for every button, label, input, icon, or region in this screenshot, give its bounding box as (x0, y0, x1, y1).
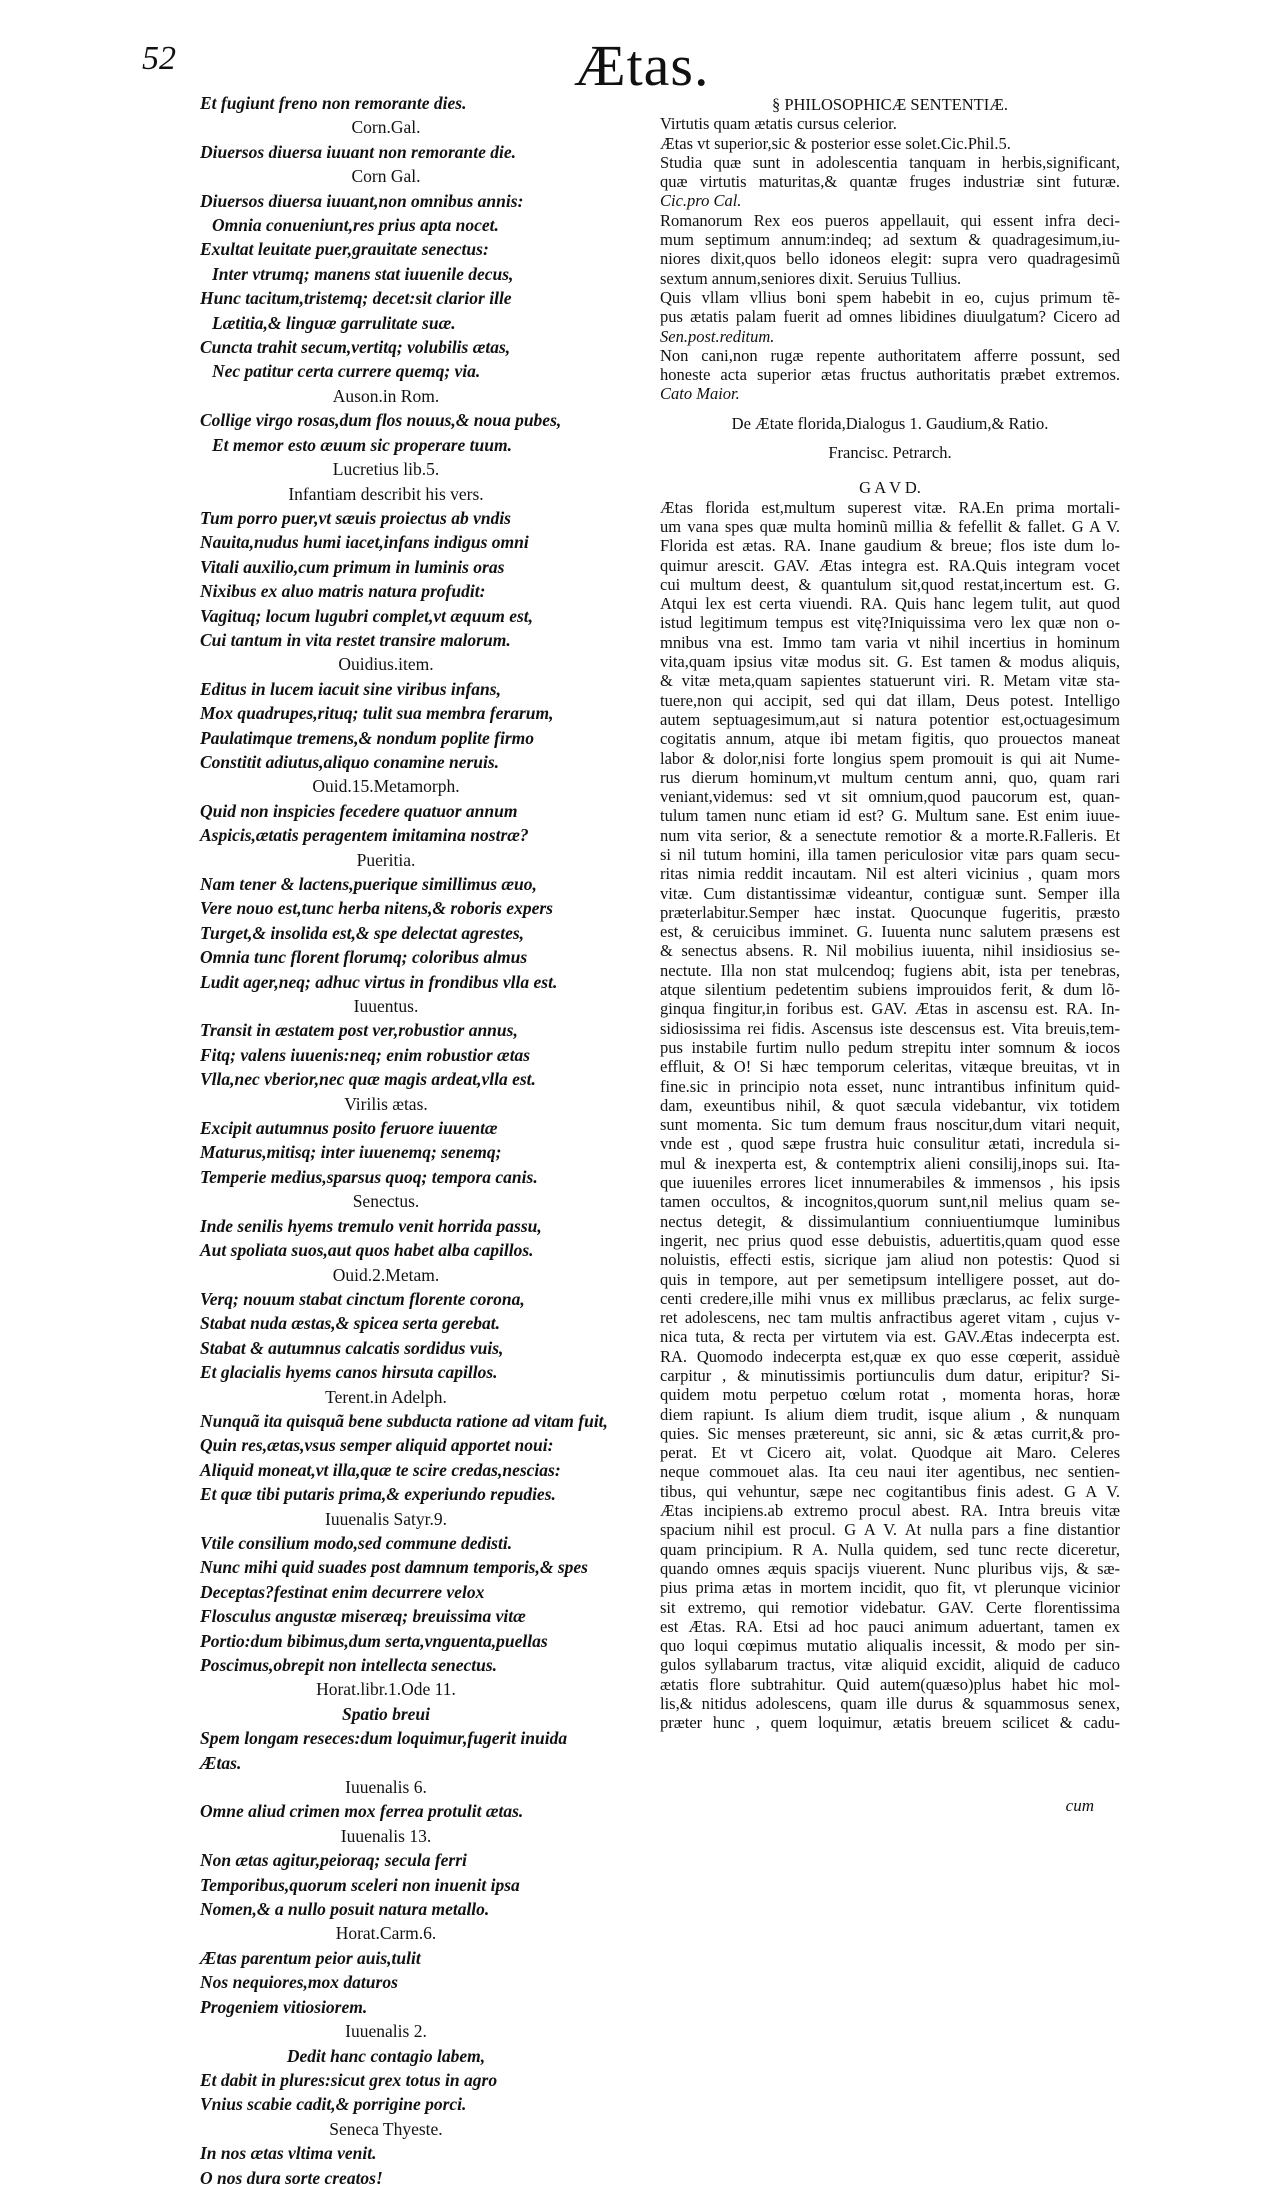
verse-line: Quin res,ætas,vsus semper aliquid apportet noui: (200, 1435, 554, 1456)
verse-line: Excipit autumnus posito feruore iuuentæ (200, 1118, 498, 1139)
text-line: nectute. Illa non stat mulcendoq; fugiens abit, ista per tenebras, (660, 960, 1120, 980)
verse-line: Ætas. (200, 1752, 242, 1773)
verse-line: Aspicis,ætatis peragentem imitamina nostræ? (200, 825, 529, 846)
text-line: ætatis flore subtrahitur. Quid autem(quæso)plus habet hic mol- (660, 1674, 1120, 1694)
text-line: Francisc. Petrarch. (828, 443, 952, 463)
page-number: 52 (142, 40, 176, 77)
verse-line: Virilis ætas. (344, 1093, 428, 1114)
text-line: Ætas vt superior,sic & posterior esse solet.Cic.Phil.5. (660, 133, 1011, 153)
text-line: mum septimum annum:indeq; ad sextum & quadragesimum,iu- (660, 230, 1120, 250)
text-line: nectus detegit, & dissimulantium conniuentiumque luminibus (660, 1211, 1120, 1231)
text-line: sidiosissima rei fidis. Ascensus iste descensus est. Vita breuis,tem- (660, 1018, 1120, 1038)
text-line: diem rapiunt. Is alium diem trudit, isque alium , & nunquam (660, 1404, 1120, 1424)
text-line: vitæ. Cum distantissimæ videantur, contiguæ sunt. Semper illa (660, 883, 1120, 903)
verse-line: Aut spoliata suos,aut quos habet alba capillos. (200, 1240, 534, 1261)
verse-line: Omnia conueniunt,res prius apta nocet. (212, 215, 499, 236)
text-line: pius prima ætas in mortem incidit, quo fit, vt plerunque vicinior (660, 1578, 1120, 1598)
text-line: ritas nimia reddit incautam. Nil est alteri vicinius , quam mors (660, 864, 1120, 884)
text-line: præterlabitur.Semper hæc instat. Quocunque fugeritis, præsto (660, 902, 1120, 922)
verse-line: Nunquã ita quisquã bene subducta ratione ad vitam fuit, (200, 1410, 608, 1431)
verse-line: Aliquid moneat,vt illa,quæ te scire credas,nescias: (200, 1459, 561, 1480)
verse-line: Nomen,& a nullo posuit natura metallo. (200, 1899, 490, 1920)
verse-line: Fitq; valens iuuenis:neq; enim robustior ætas (200, 1044, 531, 1065)
verse-line: Maturus,mitisq; inter iuuenemq; senemq; (200, 1142, 502, 1163)
text-line: honeste acta superior ætas fructus authoritatis præbet extremos. (660, 365, 1120, 385)
verse-line: Flosculus angustæ miseræq; breuissima vitæ (200, 1606, 526, 1627)
verse-line: Nauita,nudus humi iacet,infans indigus omni (200, 532, 529, 553)
text-line: ginqua fingitur,in foribus est. GAV. Ætas in ascensu est. RA. In- (660, 999, 1120, 1019)
text-line: Quis vllam vllius boni spem habebit in eo, cujus primum tẽ- (660, 287, 1120, 307)
text-line: est Ætas. RA. Etsi ad hoc pauci animum aduertant, tamen ex (660, 1616, 1120, 1636)
verse-line: Ouidius.item. (338, 654, 434, 675)
text-line: Non cani,non rugæ repente authoritatem afferre possunt, sed (660, 345, 1120, 365)
verse-line: Editus in lucem iacuit sine viribus infans, (200, 678, 501, 699)
text-line: ret adolescens, nec tam multis anfractibus ageret vitam , cujus v- (660, 1308, 1120, 1328)
verse-line: Et fugiunt freno non remorante dies. (200, 93, 467, 113)
verse-line: Hunc tacitum,tristemq; decet:sit clarior ille (200, 288, 512, 309)
verse-line: Turget,& insolida est,& spe delectat agrestes, (200, 922, 525, 943)
verse-line: Nam tener & lactens,puerique simillimus æuo, (200, 874, 537, 894)
text-line: Florida est ætas. RA. Inane gaudium & breue; flos iste dum lo- (660, 536, 1120, 556)
verse-line: Transit in æstatem post ver,robustior annus, (200, 1020, 518, 1041)
text-line: De Ætate florida,Dialogus 1. Gaudium,& Ratio. (731, 413, 1049, 433)
verse-line: Vere nouo est,tunc herba nitens,& roboris expers (200, 898, 553, 919)
text-line: RA. Quomodo indecerpta est,quæ ex quo esse cœperit, assiduè (660, 1346, 1120, 1366)
text-line: que iuueniles errores licet innumerabiles & immensos , his ipsis (660, 1173, 1120, 1193)
verse-line: Temperie medius,sparsus quoq; tempora canis. (200, 1166, 538, 1187)
text-line: gulos syllabarum tractus, vitæ aliquid excidit, aliquid de caduco (660, 1655, 1120, 1675)
verse-line: Inde senilis hyems tremulo venit horrida passu, (200, 1215, 542, 1236)
text-line: & senectus absens. R. Nil mobilius iuuenta, nihil insidiosius se- (660, 941, 1120, 961)
text-line: tulum tamen nunc etiam id est? G. Multum sane. Est enim iuue- (660, 806, 1120, 826)
verse-line: Vnius scabie cadit,& porrigine porci. (200, 2094, 467, 2115)
text-line: sit extremo, qui remotior videbatur. GAV. Certe florentissima (660, 1597, 1120, 1617)
verse-line: Et memor esto æuum sic properare tuum. (212, 434, 512, 455)
text-line: quies. Sic menses prætereunt, sic anni, sic & ætas currit,& pro- (660, 1423, 1120, 1443)
verse-line: Et quæ tibi putaris prima,& experiundo repudies. (200, 1484, 556, 1505)
text-line: pus ætatis palam fuerit ad omnes libidines diuulgatum? Cicero ad (660, 307, 1120, 327)
verse-line: Nixibus ex aluo matris natura profudit: (200, 581, 486, 602)
running-head: Ætas. (574, 33, 710, 98)
verse-line: Stabat & autumnus calcatis sordidus vuis, (200, 1337, 504, 1358)
verse-line: Omne aliud crimen mox ferrea protulit ætas. (200, 1801, 524, 1822)
text-line: § PHILOSOPHICÆ SENTENTIÆ. (771, 95, 1009, 114)
text-line: carpitur , & minutissimis portiunculis dum datur, eripitur? Si- (660, 1366, 1120, 1385)
verse-line: Cui tantum in vita restet transire malorum. (200, 629, 511, 650)
verse-line: Pueritia. (356, 849, 416, 870)
verse-line: Paulatimque tremens,& nondum poplite firmo (200, 727, 534, 748)
verse-line: Diuersos diuersa iuuant,non omnibus annis: (200, 190, 524, 211)
text-line: neque commouet alas. Ita ceu naui iter agentibus, nec sentien- (660, 1462, 1120, 1482)
text-line: noluistis, effecti estis, sicrique jam aliud non potestis: Quod si (660, 1250, 1120, 1270)
verse-line: In nos ætas vltima venit. (200, 2143, 377, 2164)
text-line: & vitæ meta,quam sapientes statuerunt viri. R. Metam vitæ sta- (660, 671, 1120, 691)
text-line: lis,& nitidus adolescens, quam ille durus & squammosus senex, (660, 1694, 1120, 1714)
verse-line: Ætas parentum peior auis,tulit (200, 1947, 421, 1968)
text-line: Ætas florida est,multum superest vitæ. RA.En prima mortali- (660, 497, 1120, 517)
text-line: tamen occultos, & incognitos,quorum sunt,nil melius quam se- (660, 1192, 1120, 1212)
text-line: effluit, & O! Si hæc temporum celeritas, vitæque breuitas, vt in (660, 1057, 1120, 1077)
text-line: perat. Et vt Cicero ait, volat. Quodque ait Maro. Celeres (660, 1443, 1120, 1463)
verse-line: Terent.in Adelph. (325, 1386, 447, 1407)
verse-line: Vitali auxilio,cum primum in luminis oras (200, 556, 505, 577)
catchword: cum (1065, 1796, 1094, 1815)
text-line: atque silentium pedetentim subiens improuidos ferit, & dum lõ- (660, 980, 1120, 1000)
right-column-prose (660, 95, 1120, 1733)
text-line: quam principium. R A. Nulla quidem, sed tunc recte diceretur, (660, 1539, 1120, 1559)
text-line: quando omnes æquis spacijs viuerent. Nunc pluribus vijs, & sæ- (660, 1558, 1120, 1578)
text-line: est, & ceruicibus imminet. G. Iuuenta nunc salutem præsens est (660, 922, 1120, 942)
verse-line: Ouid.2.Metam. (332, 1264, 440, 1285)
text-line: Cic.pro Cal. (660, 191, 742, 211)
text-line: rus dierum hominum,vt multum centum anni, quo, quam rari (660, 767, 1120, 787)
verse-line: Spem longam reseces:dum loquimur,fugerit inuida (200, 1728, 568, 1749)
verse-line: Non ætas agitur,peioraq; secula ferri (200, 1850, 467, 1871)
verse-line: Senectus. (352, 1191, 420, 1212)
text-line: cui multum deest, & quantulum sit,quod restat,incertum est. G. (660, 574, 1120, 594)
verse-line: Verq; nouum stabat cinctum florente corona, (200, 1288, 525, 1309)
text-line: istud legitimum tempus est vitę?Iniquissima vero lex quæ non o- (660, 613, 1120, 633)
verse-line: Cuncta trahit secum,vertitq; volubilis ætas, (200, 337, 511, 358)
text-line: mnibus vna est. Immo tam varia vt nihil incertius in hominum (660, 632, 1120, 652)
text-line: quo loqui cœpimus mutatio aliqualis incessit, & modo per sin- (660, 1636, 1120, 1656)
verse-line: Iuuentus. (353, 996, 419, 1017)
text-line: veniant,videmus: sed vt sit omnium,quod paucorum est, quan- (660, 787, 1120, 807)
text-line: Sen.post.reditum. (660, 326, 775, 346)
text-line: niores dixit,quos bello idoneos elegit: supra vero quadragesimũ (660, 249, 1120, 269)
text-line: Ætas incipiens.ab extremo procul abest. RA. Intra breuis vitæ (660, 1501, 1120, 1521)
verse-line: Poscimus,obrepit non intellecta senectus. (200, 1655, 498, 1675)
verse-line: Deceptas?festinat enim decurrere velox (200, 1581, 485, 1602)
text-line: Cato Maior. (660, 384, 740, 404)
verse-line: Nunc mihi quid suades post damnum temporis,& spes (200, 1557, 588, 1578)
verse-line: Iuuenalis Satyr.9. (325, 1508, 447, 1529)
text-line: quimur arescit. GAV. Ætas integra est. RA.Quis integram vocet (660, 555, 1120, 575)
verse-line: Ludit ager,neq; adhuc virtus in frondibus vlla est. (200, 971, 558, 992)
verse-line: Lætitia,& linguæ garrulitate suæ. (212, 312, 456, 333)
text-line: um vana spes quæ multa hominũ millia & fefellit & fallet. G A V. (660, 516, 1120, 536)
verse-line: Quid non inspicies fecedere quatuor annum (200, 800, 518, 821)
text-line: G A V D. (859, 478, 921, 498)
text-line: sextum annum,seniores dixit. Seruius Tullius. (660, 268, 962, 288)
text-line: centi credere,ille mihi vnus ex millibus præclarus, ac felix surge- (660, 1288, 1120, 1308)
verse-line: Dedit hanc contagio labem, (286, 2045, 486, 2066)
text-line: tuere,non qui accipit, sed qui dat illam, Deus potest. Intelligo (660, 690, 1120, 710)
text-line: num vita serior, & a senectute remotior & a morte.R.Falleris. Et (660, 825, 1120, 845)
verse-line: Ouid.15.Metamorph. (312, 776, 460, 797)
verse-line: Iuuenalis 2. (345, 2021, 427, 2042)
text-line: Atqui lex est certa viuendi. RA. Quis hanc legem tulit, aut quod (660, 594, 1120, 614)
verse-line: Corn.Gal. (351, 117, 421, 138)
text-line: sunt momenta. Sic tum demum fraus noscitur,dum vitari nequit, (660, 1115, 1120, 1135)
text-line: quæ virtutis maturitas,& quantæ fruges industriæ sint futuræ. (660, 172, 1120, 192)
left-column-verses (200, 91, 612, 2190)
verse-line: Auson.in Rom. (332, 385, 440, 406)
verse-line: O nos dura sorte creatos! (200, 2167, 383, 2188)
text-line: ingerit, nec prius quod esse debuistis, aduertitis,quam quod esse (660, 1230, 1120, 1250)
text-line: dam, exeuntibus nihil, & quot sæcula videbantur, vix totidem (660, 1095, 1120, 1115)
verse-line: Tum porro puer,vt sæuis proiectus ab vndis (200, 507, 511, 528)
verse-line: Vtile consilium modo,sed commune dedisti. (200, 1532, 513, 1553)
text-line: Virtutis quam ætatis cursus celerior. (660, 114, 897, 134)
verse-line: Collige virgo rosas,dum flos nouus,& noua pubes, (200, 410, 562, 431)
verse-line: Spatio breui (341, 1703, 430, 1724)
verse-line: Progeniem vitiosiorem. (200, 1996, 368, 2017)
verse-line: Et glacialis hyems canos hirsuta capillos. (200, 1362, 498, 1383)
verse-line: Omnia tunc florent florumq; coloribus almus (200, 947, 528, 968)
text-line: spacium nihil est procul. G A V. At nulla pars a fine distantior (660, 1520, 1120, 1540)
verse-line: Lucretius lib.5. (332, 459, 440, 480)
text-line: Romanorum Rex eos pueros appellauit, qui essent infra deci- (660, 210, 1120, 230)
verse-line: Inter vtrumq; manens stat iuuenile decus, (212, 263, 514, 284)
verse-line: Horat.libr.1.Ode 11. (316, 1679, 456, 1700)
verse-line: Exultat leuitate puer,grauitate senectus: (200, 239, 489, 260)
verse-line: Vagituq; locum lugubri complet,vt æquum est, (200, 605, 534, 626)
verse-line: Mox quadrupes,rituq; tulit sua membra ferarum, (200, 703, 554, 724)
text-line: autem septuagesimum,aut si natura potentior est,octuagesimum (660, 709, 1120, 729)
text-line: labor & dolor,nisi forte longius spem promouit is qui ait Nume- (660, 748, 1120, 768)
verse-line: Infantiam describit his vers. (288, 483, 484, 504)
verse-line: Seneca Thyeste. (329, 2118, 443, 2139)
verse-line: Temporibus,quorum sceleri non inuenit ipsa (200, 1874, 520, 1895)
verse-line: Nos nequiores,mox daturos (200, 1972, 398, 1993)
verse-line: Horat.Carm.6. (335, 1923, 437, 1944)
verse-line: Constitit adiutus,aliquo conamine neruis. (200, 751, 500, 772)
verse-line: Portio:dum bibimus,dum serta,vnguenta,puellas (200, 1630, 548, 1651)
text-line: vnde est , quod sæpe frustra huic consulitur ætati, incredula si- (660, 1134, 1120, 1154)
verse-line: Vlla,nec vberior,nec quæ magis ardeat,vlla est. (200, 1069, 536, 1090)
text-line: fine.sic in principio nota esset, nunc intrantibus infinitum quid- (660, 1076, 1120, 1096)
verse-line: Iuuenalis 6. (345, 1777, 427, 1798)
text-line: vita,quam ipsius vitæ modus sit. G. Est tamen & modus aliquis, (660, 652, 1120, 672)
text-line: nica tuta, & recta per virtutem via est. GAV.Ætas indecerpta est. (660, 1327, 1120, 1347)
text-line: Studia quæ sunt in adolescentia tanquam in herbis,significant, (660, 152, 1120, 172)
text-line: quidem motu perpetuo cœlum rotat , momenta horas, horæ (660, 1385, 1120, 1405)
text-line: cogitatis annum, atque ibi metam figitis, quo prouectos maneat (660, 729, 1120, 749)
verse-line: Et dabit in plures:sicut grex totus in agro (200, 2069, 498, 2090)
text-line: si nil tutum homini, illa tamen periculosior vitæ pars quam secu- (660, 844, 1120, 864)
text-line: præter hunc , quem loquimur, ætatis breuem scilicet & cadu- (660, 1713, 1120, 1733)
verse-line: Diuersos diuersa iuuant non remorante die. (200, 141, 517, 162)
text-line: mul & inexperta est, & contemptrix alieni consilij,inops sui. Ita- (660, 1153, 1120, 1173)
verse-line: Nec patitur certa currere quemq; via. (212, 361, 481, 382)
text-line: quis in tempore, aut per semetipsum intelligere posset, aut do- (660, 1269, 1120, 1289)
text-line: pus instabile furtim nullo pedum strepitu inter somnum & iocos (660, 1037, 1120, 1057)
verse-line: Stabat nuda æstas,& spicea serta gerebat. (200, 1313, 500, 1334)
verse-line: Iuuenalis 13. (340, 1825, 432, 1846)
verse-line: Corn Gal. (351, 166, 421, 187)
text-line: tibus, qui vehuntur, sæpe nec cogitantibus finis adest. G A V. (660, 1481, 1120, 1501)
